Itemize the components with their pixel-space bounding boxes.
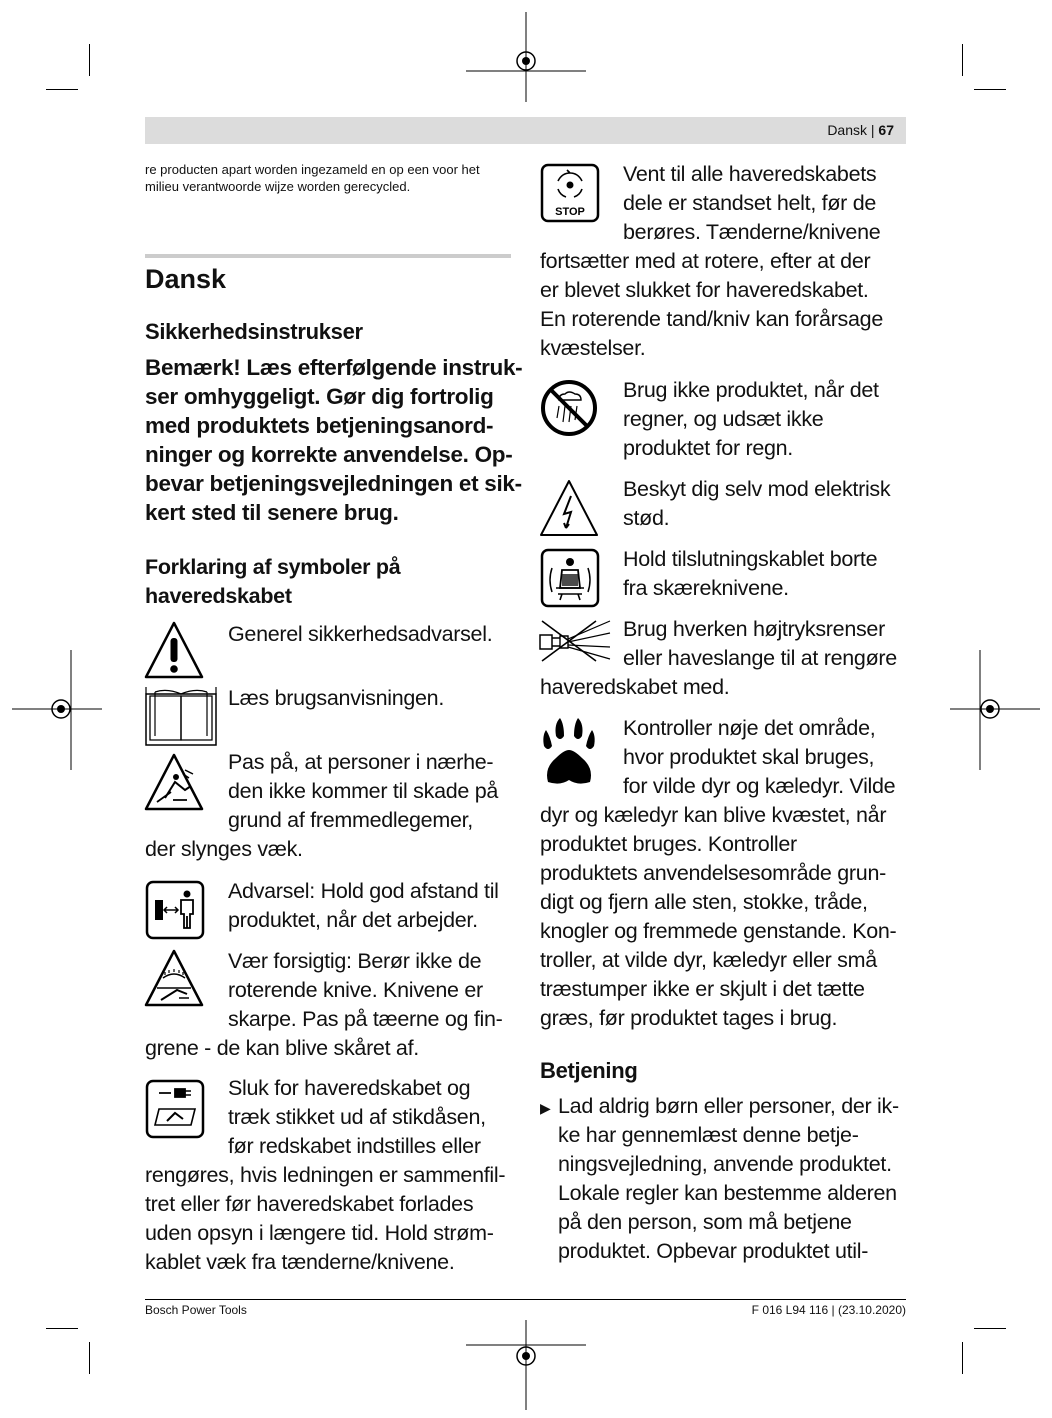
crop-mark: [46, 89, 78, 90]
symbol-text-line: for vilde dyr og kæledyr. Vilde: [623, 774, 896, 798]
symbol-text-wrap: [540, 801, 896, 1033]
symbol-text-line: rengøres, hvis ledningen er sammenfil-: [145, 1163, 506, 1187]
notice-line: kert sted til senere brug.: [145, 500, 399, 525]
symbol-text: [228, 947, 503, 1034]
symbols-heading-line: Forklaring af symboler på: [145, 555, 401, 579]
unplug-icon: [145, 1079, 205, 1139]
symbol-text-line: dyr og kæledyr kan blive kvæstet, når: [540, 803, 887, 827]
footer-doc-id: F 016 L94 116 | (23.10.2020): [751, 1303, 906, 1317]
symbols-heading: [145, 553, 400, 611]
symbol-text: [228, 1074, 486, 1161]
operation-heading: Betjening: [540, 1058, 638, 1083]
keep-distance-icon: [145, 880, 205, 940]
rotating-blades-icon: [143, 948, 205, 1008]
symbol-text-line: Advarsel: Hold god afstand til: [228, 879, 499, 903]
symbol-text-line: knogler og fremmede genstande. Kon-: [540, 919, 897, 943]
symbol-text-wrap: grene - de kan blive skåret af.: [145, 1036, 419, 1060]
symbol-text-line: regner, og udsæt ikke: [623, 407, 824, 431]
language-heading: Dansk: [145, 264, 227, 294]
bullet-text-line: Lokale regler kan bestemme alderen: [558, 1181, 897, 1205]
symbol-text-line: træk stikket ud af stikdåsen,: [228, 1105, 486, 1129]
symbol-text-line: produktet for regn.: [623, 436, 793, 460]
symbol-text: [623, 615, 897, 673]
stop-icon-label: STOP: [555, 206, 585, 218]
symbol-text-line: Brug ikke produktet, når det: [623, 378, 879, 402]
symbol-text-wrap: haveredskabet med.: [540, 675, 730, 699]
symbol-text-line: Pas på, at personer i nærhe-: [228, 750, 494, 774]
symbol-text: [623, 545, 877, 603]
symbol-text-line: grund af fremmedlegemer,: [228, 808, 473, 832]
symbol-text-line: fra skæreknivene.: [623, 576, 789, 600]
header-section: Dansk: [827, 122, 867, 138]
symbol-text-line: stød.: [623, 506, 670, 530]
symbol-text: [228, 877, 499, 935]
symbol-text-line: produktets anvendelsesområde grun-: [540, 861, 886, 885]
symbol-text-wrap: [540, 247, 883, 363]
symbol-text: [623, 376, 879, 463]
symbol-text-line: er blevet slukket for haveredskabet.: [540, 278, 869, 302]
bullet-text-line: Lad aldrig børn eller personer, der ik-: [558, 1094, 899, 1118]
symbol-text-line: Generel sikkerhedsadvarsel.: [228, 622, 493, 646]
symbol-text-line: før redskabet indstilles eller: [228, 1134, 481, 1158]
bullet-text-line: på den person, som må betjene: [558, 1210, 852, 1234]
thrown-objects-icon: [143, 752, 205, 812]
symbol-text-line: produktet, når det arbejder.: [228, 908, 478, 932]
symbol-text-line: Læs brugsanvisningen.: [228, 686, 445, 710]
registration-mark-top: [466, 12, 586, 102]
intro-text: re producten apart worden ingezameld en op een voor het milieu verantwoorde wijze worden gerecycled.: [145, 162, 480, 194]
bullet-text-line: ningsvejledning, anvende produktet.: [558, 1152, 892, 1176]
symbol-text-line: græs, før produktet tages i brug.: [540, 1006, 838, 1030]
symbol-text-line: digt og fjern alle sten, stokke, tråde,: [540, 890, 868, 914]
cable-away-icon: [540, 548, 600, 608]
bullet-text-line: produktet. Opbevar produktet util-: [558, 1239, 869, 1263]
notice-line: ninger og korrekte anvendelse. Op-: [145, 442, 513, 467]
symbols-heading-line: haveredskabet: [145, 584, 292, 608]
page-header: [145, 117, 906, 144]
crop-mark: [89, 1342, 90, 1374]
stop-icon: [540, 163, 600, 223]
operation-bullet-text: [558, 1092, 899, 1266]
notice-line: med produktets betjeningsanord-: [145, 413, 494, 438]
registration-mark-right: [950, 650, 1040, 770]
symbol-text: [228, 620, 492, 649]
paw-icon: [538, 716, 600, 788]
symbol-text-line: Sluk for haveredskabet og: [228, 1076, 471, 1100]
symbol-text-line: træstumper ikke er skjult i det tætte: [540, 977, 865, 1001]
page-number: 67: [878, 122, 894, 138]
symbol-text-line: den ikke kommer til skade på: [228, 779, 499, 803]
safety-heading: Sikkerhedsinstrukser: [145, 319, 363, 344]
warning-triangle-icon: [143, 620, 205, 680]
symbol-text-line: kvæstelser.: [540, 336, 646, 360]
crop-mark: [46, 1328, 78, 1329]
header-separator: |: [870, 122, 875, 138]
crop-mark: [962, 1342, 963, 1374]
notice-line: bevar betjeningsvejledningen et sik-: [145, 471, 522, 496]
symbol-text-line: dele er standset helt, før de: [623, 191, 877, 215]
symbol-text: [623, 475, 890, 533]
symbol-text-line: uden opsyn i længere tid. Hold strøm-: [145, 1221, 494, 1245]
symbol-text-line: eller haveslange til at rengøre: [623, 646, 897, 670]
symbol-text-line: Vent til alle haveredskabets: [623, 162, 877, 186]
crop-mark: [974, 89, 1006, 90]
symbol-text-line: Beskyt dig selv mod elektrisk: [623, 477, 891, 501]
manual-book-icon: [145, 686, 217, 746]
crop-mark: [962, 44, 963, 76]
bullet-text-line: ke har gennemlæst denne betje-: [558, 1123, 859, 1147]
symbol-text-line: Vær forsigtig: Berør ikke de: [228, 949, 482, 973]
symbol-text-wrap: der slynges væk.: [145, 837, 303, 861]
symbol-text-line: En roterende tand/kniv kan forårsage: [540, 307, 883, 331]
crop-mark: [974, 1328, 1006, 1329]
symbol-text-line: roterende knive. Knivene er: [228, 978, 483, 1002]
no-water-jet-icon: [538, 617, 612, 665]
symbol-text-wrap: [145, 1161, 505, 1277]
symbol-text-line: Kontroller nøje det område,: [623, 716, 876, 740]
symbol-text-line: kablet væk fra tænderne/knivene.: [145, 1250, 455, 1274]
electric-shock-icon: [538, 478, 600, 538]
header-label: [827, 122, 894, 138]
notice-line: Bemærk! Læs efterfølgende instruk-: [145, 355, 523, 380]
symbol-text-line: Hold tilslutningskablet borte: [623, 547, 878, 571]
symbol-text: [228, 684, 444, 713]
no-rain-icon: [539, 378, 599, 438]
symbol-text-line: skarpe. Pas på tæerne og fin-: [228, 1007, 503, 1031]
symbol-text-line: troller, at vilde dyr, kæledyr eller små: [540, 948, 877, 972]
symbol-text-line: produktet bruges. Kontroller: [540, 832, 797, 856]
bullet-marker: ▶: [540, 1100, 551, 1116]
safety-notice: [145, 353, 525, 527]
section-divider: [145, 254, 511, 258]
symbol-text-line: hvor produktet skal bruges,: [623, 745, 875, 769]
registration-mark-left: [12, 650, 102, 770]
symbol-text: [623, 160, 880, 247]
crop-mark: [89, 44, 90, 76]
symbol-text-line: berøres. Tænderne/knivene: [623, 220, 881, 244]
registration-mark-bottom: [466, 1320, 586, 1410]
notice-line: ser omhyggeligt. Gør dig fortrolig: [145, 384, 494, 409]
symbol-text-line: Brug hverken højtryksrenser: [623, 617, 885, 641]
footer-divider: [145, 1299, 906, 1300]
symbol-text-line: fortsætter med at rotere, efter at der: [540, 249, 871, 273]
symbol-text-line: tret eller før haveredskabet forlades: [145, 1192, 474, 1216]
symbol-text: [623, 714, 895, 801]
symbol-text: [228, 748, 498, 835]
footer-brand: Bosch Power Tools: [145, 1303, 247, 1317]
